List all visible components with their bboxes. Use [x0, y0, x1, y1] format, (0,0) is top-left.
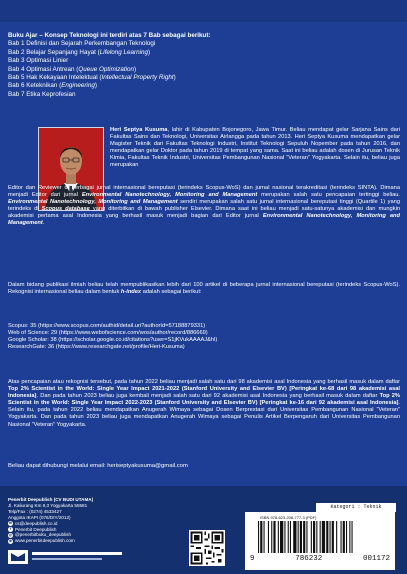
- barcode-bar: [278, 521, 279, 553]
- paragraph-text: adalah sebagai berikut:: [141, 289, 202, 296]
- paragraph-text: . Selain itu, pada tahun 2022 beliau mendapatkan Anugerah Wimaya sebagai Dosen Berprestasi dari Universitas Pembangunan Nasional “Veteran” Yogyakarta. Dan pada tahun 2023 beliau juga mendapatkan Anugerah Wimaya sebagai Penulis Artikel Berpengaruh dari Universitas Pembangunan Nasional “Veteran” Yogyakarta.: [8, 400, 400, 428]
- barcode-bar: [341, 521, 342, 553]
- barcode-bar: [298, 521, 299, 553]
- isbn-text: ISBN 978-623-208-777-3 (PDF): [260, 515, 317, 520]
- publisher-address: Jl. Kaliurang Km 9,3 Yogyakarta 55581: [8, 502, 88, 508]
- barcode-bar: [311, 521, 312, 553]
- barcode-bar: [290, 521, 291, 553]
- author-bio-text: , lahir di Kabupaten Bojonegoro, Jawa Timur. Beliau mendapat gelar Sarjana Sains dari Fakultas Sains dan Teknologi, Universitas Airlangga pada tahun 2013. Heri Septya Kusuma mendapatkan gelar Magister Teknik dari Fakultas Teknologi Industri, Institut Teknologi Sepuluh Nopember pada tahun 2016, dan mendapatkan gelar Doktor pada tahun 2019 di tempat yang sama. Saat ini beliau adalah dosen di Jurusan Teknik Kimia, Fakultas Teknik Industri, Universitas Pembangunan Nasional “Veteran” Yogyakarta. Selain itu, beliau juga merupakan: [110, 127, 400, 169]
- barcode-digit-group: 001172: [362, 555, 390, 563]
- toc-item: Bab 2 Belajar Sepanjang Hayat (Lifelong Learning): [8, 48, 151, 56]
- h-index-term: h-index: [120, 289, 142, 296]
- h-index-google-scholar: Google Scholar: 38 (https://scholar.google.co.id/citations?user=S1jKVukAAAAJ&hl): [8, 337, 218, 344]
- barcode-digits: [250, 555, 390, 563]
- barcode-bar: [293, 521, 296, 553]
- journal-name: Environmental Nanotechnology, Monitoring and Management: [81, 192, 258, 199]
- mail-icon: ✉: [8, 521, 12, 526]
- achievements-paragraph: [8, 379, 400, 429]
- toc-title: Buku Ajar – Konsep Teknologi ini terdiri atas 7 Bab sebagai berikut:: [8, 32, 211, 39]
- barcode-bar: [306, 521, 307, 553]
- barcode-digit-group: 786232: [295, 555, 323, 563]
- journal-name: Environmental Nanotechnology, Monitoring and Management: [8, 213, 401, 227]
- paragraph-text: Atas pencapaian atau rekognisi tersebut, pada tahun 2022 beliau menjadi salah satu dari 98 akademisi asal Indonesia yang berhasil masuk dalam daftar: [8, 379, 400, 385]
- barcode-bar: [316, 521, 317, 553]
- toc-item: Bab 3 Optimasi Linier: [8, 57, 69, 65]
- barcode-bar: [288, 521, 289, 553]
- barcode-bar: [332, 521, 334, 553]
- publisher-website: www.penerbitdeepublish.com: [15, 538, 75, 544]
- publisher-info: [8, 497, 178, 544]
- barcode-bar: [280, 521, 283, 553]
- toc-item: Bab 4 Optimasi Antrean (Queue Optimization): [8, 65, 137, 73]
- h-index-researchgate: ResearchGate: 36 (https://www.researchgate.net/profile/Heri-Kusuma): [8, 344, 185, 351]
- barcode-bar: [303, 521, 305, 553]
- barcode-bar: [330, 521, 331, 553]
- barcode-bar: [268, 521, 269, 553]
- barcode-bar: [346, 521, 347, 553]
- barcode-bar: [352, 521, 353, 553]
- barcode-bar: [264, 521, 265, 553]
- barcode-bar: [300, 521, 302, 553]
- barcode-bar: [343, 521, 345, 553]
- toc-item: Bab 6 Keteknikan (Engineering): [8, 82, 97, 90]
- award-text: Top 2% Scientist in the World: Single Year Impact 2022-2023 (Stanford University and Elsevier BV) [Peringkat ke-16 dari 92 akademisi asal Indonesia]: [8, 393, 400, 407]
- database-name: Scopus database: [41, 206, 90, 213]
- publication-paragraph: [8, 282, 400, 296]
- top-band: [0, 0, 407, 22]
- instagram-icon: ◎: [8, 532, 13, 537]
- barcode-bar: [349, 521, 350, 553]
- paragraph-text: . Dan pada tahun 2023 beliau juga kembali menjadi salah satu dari 92 akademisi asal Indonesia yang berhasil masuk dalam daftar: [36, 393, 380, 400]
- barcode-bar: [313, 521, 315, 553]
- qr-code: [189, 530, 225, 566]
- bio-text: yang diterbitkan di bawah publisher Elsevier. Dimana saat ini beliau menjadi satu-satunya akademisi dan mungkin akademisi pertama asal Indonesia yang berhasil masuk menjadi bagian dari Editor jurnal: [8, 206, 400, 220]
- barcode-bar: [258, 521, 259, 553]
- author-bio: [110, 127, 400, 170]
- publisher-logo: [8, 547, 158, 567]
- toc-item: Bab 5 Hak Kekayaan Intelektual (Intellectual Property Right): [8, 74, 176, 82]
- contact-line: Beliau dapat dihubungi melalui email: heriseptyakusuma@gmail.com: [8, 463, 188, 469]
- barcode-bar: [271, 521, 272, 553]
- bio-text: .: [42, 220, 45, 227]
- h-index-wos: Web of Science: 29 (https://www.webofscience.com/wos/author/record/886669): [8, 330, 208, 337]
- toc-item: Bab 7 Etika Keprofesian: [8, 90, 76, 98]
- globe-icon: ⊕: [8, 538, 12, 543]
- award-text: Top 2% Scientist in the World: Single Year Impact 2021-2022 (Stanford University and Elsevier BV) [Peringkat ke-68 dari 98 akademisi asal Indonesia]: [8, 386, 400, 400]
- facebook-icon: f: [9, 526, 12, 531]
- publisher-email: cs@deepublish.co.id: [15, 520, 58, 526]
- barcode-bar: [336, 521, 337, 553]
- barcode-bar: [273, 521, 275, 553]
- publisher-name: Penerbit Deepublish (CV BUDI UTAMA): [8, 497, 94, 502]
- publisher-facebook: Penerbit Deepublish: [15, 526, 57, 532]
- publisher-website-row: [8, 538, 178, 544]
- bio-text: sendiri merupakan salah satu jurnal internasional bereputasi tinggi (Quartile 1) yang terindeks di: [8, 199, 400, 213]
- barcode-digit-group: 9: [250, 555, 255, 563]
- h-index-list: [8, 323, 400, 351]
- publisher-phone: Telp/Fax : (0274) 4533427: [8, 508, 62, 514]
- publisher-instagram: @penerbitbuku_deepublish: [15, 532, 72, 538]
- barcode-bar: [260, 521, 262, 553]
- bio-text: Editor dan Reviewer di berbagai jurnal internasional bereputasi (terindeks Scopus-WoS) dan jurnal nasional terakreditasi (terindeks SINTA). Dimana menjadi Editor dari jurnal: [8, 185, 400, 199]
- category-label: Kategori : Teknik: [316, 503, 396, 512]
- toc-item: Bab 1 Definisi dan Sejarah Perkembangan Teknologi: [8, 40, 156, 48]
- publisher-ikapi: Anggota IKAPI (076/DIY/2012): [8, 514, 71, 520]
- bio-text: merupakan salah satu pencapaian tertinggi beliau.: [257, 192, 400, 199]
- isbn-barcode: [258, 521, 388, 553]
- barcode-bar: [322, 521, 325, 553]
- paragraph-text: Dalam bidang publikasi ilmiah beliau telah mempublikasikan lebih dari 100 artikel di beberapa jurnal internasional bereputasi (terindeks Scopus-WoS). Rekognisi internasional beliau dalam bentuk: [8, 282, 400, 296]
- barcode-bar: [320, 521, 321, 553]
- barcode-bar: [326, 521, 328, 553]
- h-index-scopus: Scopus: 35 (https://www.scopus.com/authid/detail.uri?authorId=57188879331): [8, 323, 206, 329]
- author-bio-continued: [8, 185, 400, 228]
- author-name: Heri Septya Kusuma: [110, 127, 168, 133]
- table-of-contents: [8, 32, 338, 99]
- journal-name: Environmental Nanotechnology, Monitoring and Management: [8, 199, 178, 206]
- barcode-bar: [284, 521, 285, 553]
